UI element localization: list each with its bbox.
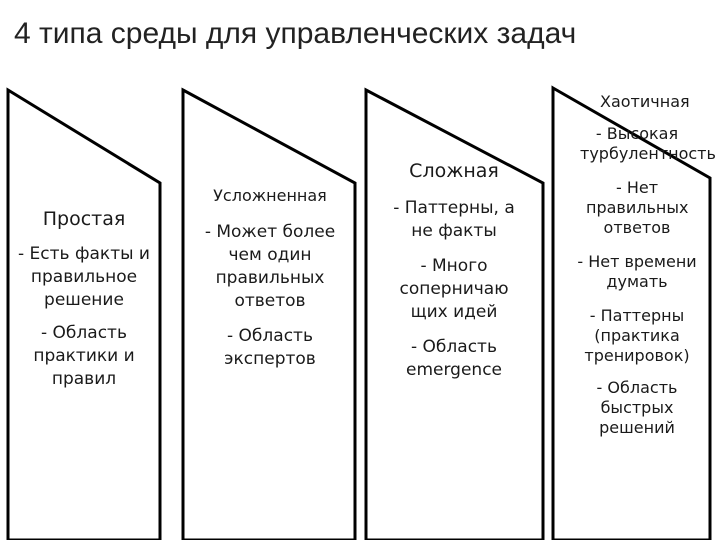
column-complex bbox=[378, 160, 530, 382]
column-heading: Усложненная bbox=[213, 186, 327, 205]
column-chaotic bbox=[562, 92, 716, 438]
column-heading: Сложная bbox=[409, 160, 499, 182]
page-title: 4 типа среды для управленческих задач bbox=[14, 17, 577, 50]
column-item: - Нет времени думать bbox=[577, 252, 697, 291]
column-item: - Высокая турбулентность bbox=[580, 124, 716, 163]
column-complicated bbox=[197, 184, 343, 371]
column-item: - Много соперничаю щих идей bbox=[399, 256, 509, 322]
column-item: - Область экспертов bbox=[224, 326, 316, 369]
column-item: - Может более чем один правильных ответов bbox=[204, 222, 336, 311]
column-item: - Область emergence bbox=[406, 337, 502, 380]
column-item: - Область быстрых решений bbox=[596, 378, 678, 437]
column-simple bbox=[18, 208, 150, 391]
column-heading: Простая bbox=[42, 208, 126, 230]
column-heading: Хаотичная bbox=[600, 92, 690, 111]
column-item: - Паттерны, а не факты bbox=[393, 198, 515, 241]
column-item: - Нет правильных ответов bbox=[586, 178, 689, 237]
column-item: - Есть факты и правильное решение bbox=[18, 244, 150, 310]
column-item: - Область практики и правил bbox=[33, 323, 135, 389]
column-item: - Паттерны (практика тренировок) bbox=[584, 306, 690, 365]
